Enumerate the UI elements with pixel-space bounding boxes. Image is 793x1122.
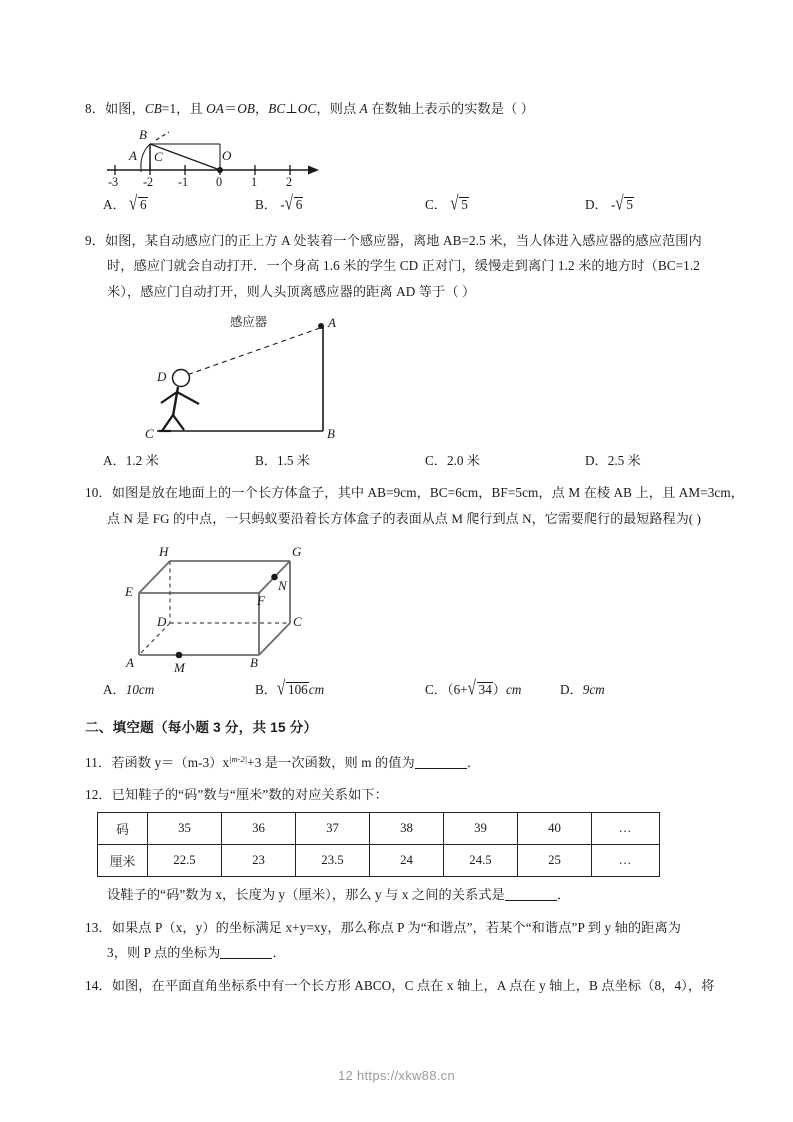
q8-tick-0: 0 [216, 174, 223, 189]
question-10-line2: 点 N 是 FG 的中点，一只蚂蚁要沿着长方体盒子的表面从点 M 爬行到点 N，它需要爬行的最短路程为( ) [107, 510, 702, 526]
question-8-options [85, 194, 710, 222]
q8-option-C-key: C． [425, 196, 447, 212]
question-11-number: 11． [85, 755, 112, 770]
row-header-ma: 码 [98, 813, 148, 845]
question-8 [85, 96, 710, 222]
q10-option-B[interactable] [255, 679, 324, 698]
q9-text-1: 如图，某自动感应门的正上方 A 处装着一个感应器，离地 AB=2.5 米，当人体进入感应器的感应范围内 [104, 232, 702, 248]
cell-cm-0: 22.5 [148, 845, 222, 877]
q8-option-C[interactable] [425, 194, 469, 213]
q9-option-D-key: D． [585, 453, 608, 468]
question-8-number: 8． [85, 101, 105, 116]
row-header-limi: 厘米 [98, 845, 148, 877]
q10-label-B: B [250, 655, 258, 670]
q10-option-D-value: 9cm [582, 682, 605, 697]
q11-exponent: |m-2| [229, 754, 248, 764]
question-11 [85, 747, 710, 776]
q9-option-D-value: 2.5 米 [607, 453, 641, 468]
table-row [98, 813, 660, 845]
q10-text-1: 如图是放在地面上的一个长方体盒子，其中 AB=9cm，BC=6cm，BF=5cm，点 M 在棱 AB 上，且 AM=3cm， [111, 485, 745, 500]
q11-text-after: +3 是一次函数，则 m 的值为 [247, 755, 415, 770]
q10-label-H: H [159, 544, 169, 559]
q12-stem-text: 已知鞋子的“码”数与“厘米”数的对应关系如下： [111, 786, 388, 802]
q10-option-B-key: B． [255, 682, 277, 697]
q9-option-D[interactable] [585, 450, 641, 469]
q9-label-C: C [145, 426, 154, 441]
q8-option-D[interactable] [585, 194, 634, 213]
q10-option-C-key: C． [425, 682, 447, 697]
shoe-size-table [97, 812, 660, 877]
question-10-number: 10． [85, 485, 112, 500]
q8-tick--3: -3 [108, 174, 119, 189]
q8-oa: OA [206, 101, 224, 116]
q8-label-A: A [129, 147, 137, 163]
section-2-heading: 二、填空题（每小题 3 分，共 15 分） [85, 720, 318, 735]
question-13-line2 [85, 940, 710, 966]
q10-label-D: D [157, 614, 167, 629]
q9-option-A-key: A． [103, 453, 126, 468]
q10-option-D-key: D． [560, 682, 583, 697]
question-10-figure [107, 537, 342, 677]
q10-label-E: E [125, 584, 133, 599]
q13-text-2: 3，则 P 点的坐标为 [107, 945, 221, 960]
question-14-line1 [85, 973, 715, 999]
q8-option-C-value: √ 5 [450, 192, 468, 215]
q13-text-1: 如果点 P（x，y）的坐标满足 x+y=xy，那么称点 P 为“和谐点”，若某个“和谐点”P 到 y 轴的距离为 [111, 919, 682, 935]
q12-after-text: 设鞋子的“码”数为 x，长度为 y（厘米），那么 y 与 x 之间的关系式是 [107, 887, 505, 902]
q10-option-C-unit: cm [505, 682, 522, 697]
q9-label-D: D [157, 369, 167, 384]
q8-label-C: C [154, 148, 163, 164]
question-9-figure [115, 308, 365, 448]
question-12-after-table [85, 882, 710, 908]
q9-option-B-key: B． [255, 453, 277, 468]
question-12-number: 12． [85, 786, 112, 802]
question-13-number: 13． [85, 919, 112, 935]
q14-text-1: 如图，在平面直角坐标系中有一个长方形 ABCO，C 点在 x 轴上，A 点在 y 轴上，B 点坐标（8，4），将 [111, 977, 715, 993]
q10-option-D[interactable] [560, 679, 605, 698]
cell-ma-2: 37 [296, 813, 370, 845]
q10-option-C[interactable] [425, 679, 521, 698]
q12-answer-blank[interactable] [505, 887, 557, 901]
q11-text-end: ． [466, 755, 481, 770]
q9-option-B[interactable] [255, 450, 310, 469]
q8-tick-1: 1 [251, 174, 258, 189]
q8-option-A-key: A． [103, 196, 126, 212]
cell-ma-3: 38 [370, 813, 444, 845]
q9-option-A[interactable] [103, 450, 159, 469]
q9-option-B-value: 1.5 米 [276, 453, 310, 468]
q10-option-A-value: 10cm [125, 682, 155, 697]
q10-option-A-key: A． [103, 682, 126, 697]
q10-label-A: A [126, 655, 134, 670]
question-8-stem [85, 96, 710, 122]
q8-option-A[interactable] [103, 194, 148, 213]
q8-bc: BC [268, 101, 286, 116]
page-footer: 12 https://xkw88.cn [338, 1068, 455, 1083]
cell-ma-4: 39 [444, 813, 518, 845]
q8-end: 在数轴上表示的实数是（ ） [367, 101, 535, 116]
question-12-stem [85, 782, 710, 808]
cell-ma-6: … [592, 813, 660, 845]
cell-ma-0: 35 [148, 813, 222, 845]
q8-option-D-key: D． [585, 196, 608, 212]
cell-ma-5: 40 [518, 813, 592, 845]
q8-option-D-value: √ 5 [615, 192, 634, 215]
q8-option-D-sign: - [611, 196, 616, 212]
q9-label-A: A [328, 315, 336, 330]
q10-option-A[interactable] [103, 679, 154, 698]
q12-text-end: ． [556, 887, 571, 902]
q8-comma: ， [254, 101, 269, 116]
q8-label-B: B [139, 126, 147, 142]
q10-option-C-value: （6+ √ 34） [446, 678, 506, 700]
q8-eq2: ＝ [223, 101, 238, 116]
q8-tick--1: -1 [178, 174, 189, 189]
q10-label-G: G [292, 544, 302, 559]
cell-cm-3: 24 [370, 845, 444, 877]
q10-label-N: N [278, 578, 287, 593]
q9-label-B: B [327, 426, 335, 441]
question-9 [85, 228, 710, 477]
q13-answer-blank[interactable] [220, 945, 272, 959]
question-9-line1 [85, 228, 710, 254]
q11-text-before: 若函数 y＝（m‑3）x [111, 755, 230, 770]
question-14-number: 14． [85, 977, 112, 993]
question-9-options [85, 450, 710, 476]
page-content [85, 96, 745, 998]
cell-cm-1: 23 [222, 845, 296, 877]
q9-option-C-key: C． [425, 453, 447, 468]
cell-cm-6: … [592, 845, 660, 877]
q8-oc: OC [297, 101, 317, 116]
q8-tick--2: -2 [143, 174, 154, 189]
q10-label-C: C [293, 614, 302, 629]
q9-option-A-value: 1.2 米 [125, 453, 159, 468]
q9-option-C[interactable] [425, 450, 480, 469]
q10-option-B-unit: cm [308, 682, 325, 697]
cell-cm-4: 24.5 [444, 845, 518, 877]
question-9-line3: 米），感应门自动打开，则人头顶离感应器的距离 AD 等于（ ） [107, 283, 476, 299]
question-8-figure [103, 126, 333, 188]
q8-option-B-key: B． [255, 196, 277, 212]
q8-perp: ⊥ [285, 101, 298, 116]
q8-cb: CB [144, 101, 162, 116]
q10-option-B-radical: √ 106 [276, 678, 308, 700]
question-9-number: 9． [85, 232, 105, 248]
cuboid-svg [107, 537, 342, 677]
q8-tail: ，则点 [316, 101, 360, 116]
question-10-options [85, 679, 710, 705]
cell-ma-1: 36 [222, 813, 296, 845]
q8-option-B[interactable] [255, 194, 303, 213]
q8-lead: 如图， [104, 101, 145, 116]
question-10 [85, 480, 745, 705]
q8-tick-2: 2 [286, 174, 293, 189]
q8-a: A [359, 101, 368, 116]
question-10-line1 [85, 480, 745, 506]
q8-option-B-value: √ 6 [284, 192, 303, 215]
q8-option-A-value: √ 6 [129, 192, 147, 215]
q10-label-M: M [174, 660, 185, 675]
q9-caption-sensor: 感应器 [230, 315, 268, 329]
cell-cm-2: 23.5 [296, 845, 370, 877]
q10-label-F: F [257, 593, 265, 608]
question-13-line1 [85, 915, 710, 941]
q8-label-O: O [222, 147, 232, 163]
q13-text-end: ． [272, 945, 286, 960]
table-row [98, 845, 660, 877]
q9-option-C-value: 2.0 米 [446, 453, 480, 468]
q8-ob: OB [237, 101, 255, 116]
q11-answer-blank[interactable] [415, 755, 467, 769]
cell-cm-5: 25 [518, 845, 592, 877]
q8-eq1: =1，且 [161, 101, 207, 116]
question-9-line2: 时，感应门就会自动打开．一个身高 1.6 米的学生 CD 正对门，缓慢走到离门 1.2 米的地方时（BC=1.2 [107, 258, 700, 273]
q8-option-B-sign: - [280, 196, 285, 212]
